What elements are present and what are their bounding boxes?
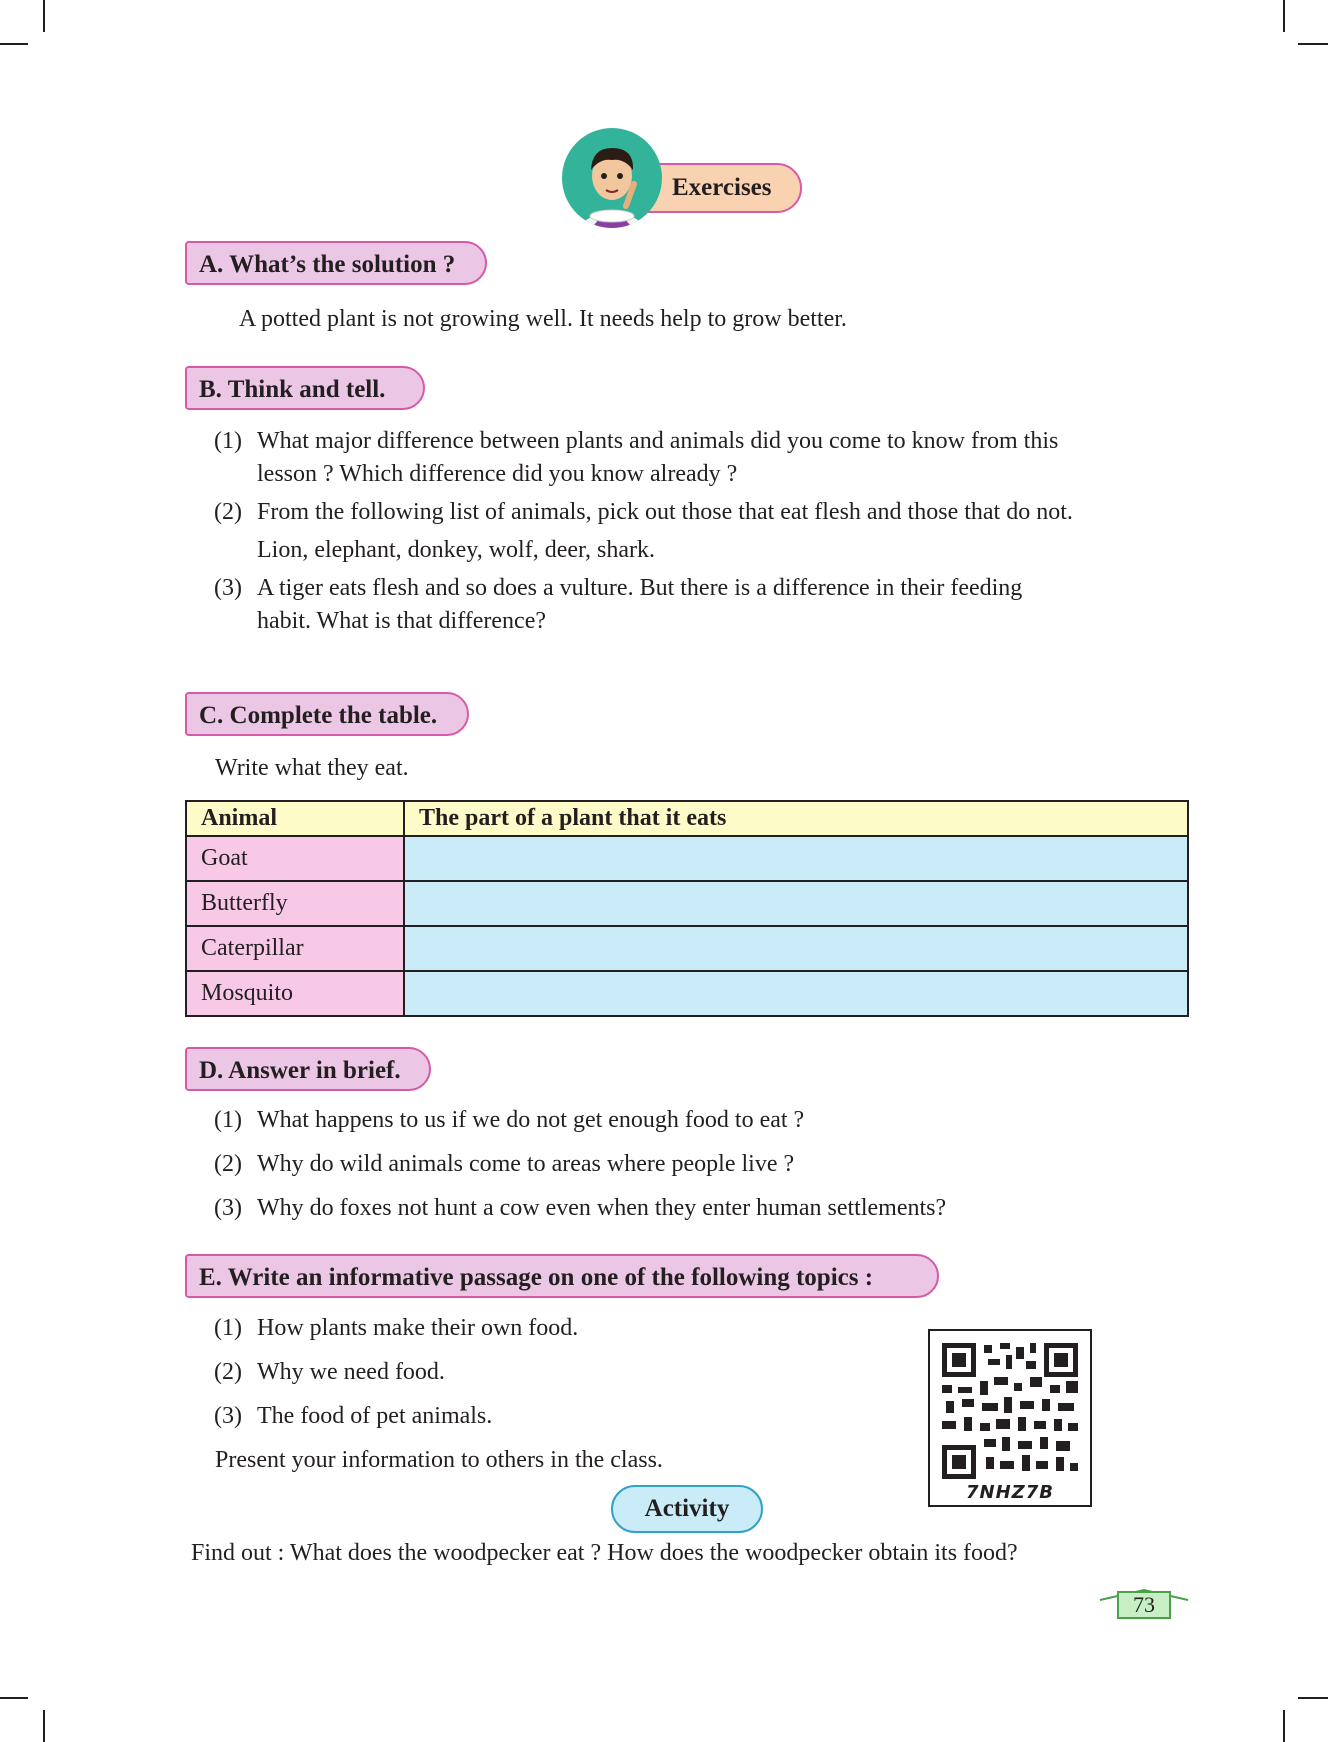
list-item-number: (3) [214,575,242,601]
table-header-plant-part: The part of a plant that it eats [404,801,1188,836]
section-b-heading: B. Think and tell. [185,366,425,410]
list-item-number: (3) [214,1403,242,1429]
table-cell-animal: Mosquito [186,971,404,1016]
crop-mark [0,43,28,45]
table-row [186,881,1188,926]
table-row [186,836,1188,881]
section-d-heading: D. Answer in brief. [185,1047,431,1091]
section-c-heading: C. Complete the table. [185,692,469,736]
page-number: 73 [1133,1592,1155,1617]
table-cell-animal: Goat [186,836,404,881]
boy-eating-illustration [562,128,662,228]
crop-mark [43,0,45,32]
table-header-row [186,801,1188,836]
crop-mark [1298,43,1328,45]
list-item-number: (1) [214,1315,242,1341]
list-item-text: A tiger eats flesh and so does a vulture. But there is a difference in their feeding [257,575,1023,601]
crop-mark [1283,0,1285,32]
table-cell-answer [404,836,1188,881]
table-cell-answer [404,926,1188,971]
list-item-text: Why do wild animals come to areas where people live ? [257,1151,795,1177]
section-c-instruction: Write what they eat. [215,755,409,781]
list-item-number: (3) [214,1195,242,1221]
section-a-heading: A. What’s the solution ? [185,241,487,285]
list-item-number: (1) [214,1107,242,1133]
food-table [185,800,1189,1017]
page-number-tab [1098,1588,1190,1620]
section-e-heading: E. Write an informative passage on one of the following topics : [185,1254,939,1298]
list-item-text: habit. What is that difference? [257,608,546,634]
table-row [186,926,1188,971]
table-cell-animal: Butterfly [186,881,404,926]
list-item-text: The food of pet animals. [257,1403,493,1429]
list-item-number: (1) [214,428,242,454]
crop-mark [0,1697,28,1699]
exercises-label: Exercises [672,174,772,201]
table-header-animal: Animal [186,801,404,836]
table-row [186,971,1188,1016]
activity-badge: Activity [611,1485,763,1533]
qr-code-label: 7NHZ7B [966,1482,1054,1503]
list-item-number: (2) [214,499,242,525]
crop-mark [1298,1697,1328,1699]
activity-text: Find out : What does the woodpecker eat ? How does the woodpecker obtain its food? [191,1540,1018,1566]
list-item-text: How plants make their own food. [257,1315,579,1341]
list-item-text: What major difference between plants and animals did you come to know from this [257,428,1059,454]
table-cell-answer [404,881,1188,926]
qr-code[interactable] [928,1329,1092,1507]
list-item-number: (2) [214,1151,242,1177]
list-item-text: Why we need food. [257,1359,445,1385]
table-cell-animal: Caterpillar [186,926,404,971]
section-e-footer: Present your information to others in the class. [215,1447,663,1473]
list-item-text: What happens to us if we do not get enough food to eat ? [257,1107,805,1133]
section-a-text: A potted plant is not growing well. It needs help to grow better. [239,306,847,332]
list-item-text: Lion, elephant, donkey, wolf, deer, shark. [257,537,656,563]
list-item-number: (2) [214,1359,242,1385]
list-item-text: Why do foxes not hunt a cow even when they enter human settlements? [257,1195,947,1221]
list-item-text: lesson ? Which difference did you know already ? [257,461,738,487]
list-item-text: From the following list of animals, pick out those that eat flesh and those that do not. [257,499,1073,525]
crop-mark [43,1710,45,1742]
crop-mark [1283,1710,1285,1742]
table-cell-answer [404,971,1188,1016]
